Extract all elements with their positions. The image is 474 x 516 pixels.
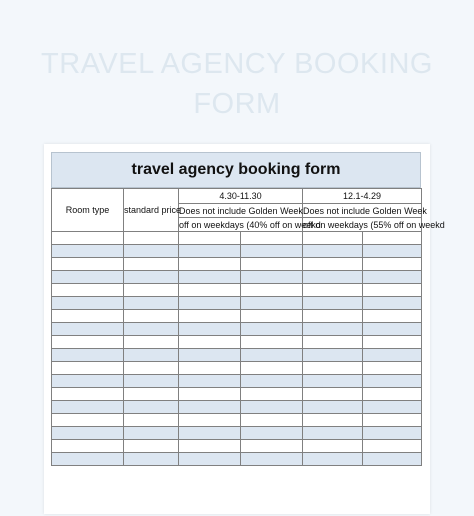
cell-period-a-weekend[interactable] <box>241 271 303 284</box>
cell-room-type[interactable] <box>52 414 124 427</box>
cell-period-b-weekday[interactable] <box>303 271 363 284</box>
header-room-type: Room type <box>52 189 124 232</box>
cell-standard-price[interactable] <box>124 323 179 336</box>
page-title-line-1: TRAVEL AGENCY BOOKING <box>41 48 433 80</box>
spreadsheet-preview <box>44 144 445 514</box>
table-row <box>52 232 422 245</box>
cell-period-a-weekend[interactable] <box>241 245 303 258</box>
cell-period-b-weekday[interactable] <box>303 310 363 323</box>
cell-period-a-weekday[interactable] <box>179 414 241 427</box>
cell-period-a-weekday[interactable] <box>179 349 241 362</box>
table-row <box>52 401 422 414</box>
cell-period-a-weekday[interactable] <box>179 427 241 440</box>
cell-standard-price[interactable] <box>124 427 179 440</box>
cell-room-type[interactable] <box>52 349 124 362</box>
table-row <box>52 427 422 440</box>
cell-period-a-weekend[interactable] <box>241 440 303 453</box>
cell-period-a-weekend[interactable] <box>241 349 303 362</box>
table-row <box>52 453 422 466</box>
cell-period-a-weekend[interactable] <box>241 284 303 297</box>
page-title <box>0 44 474 124</box>
cell-period-b-weekend[interactable] <box>363 375 422 388</box>
cell-room-type[interactable] <box>52 245 124 258</box>
cell-period-a-weekday[interactable] <box>179 232 241 245</box>
cell-standard-price[interactable] <box>124 336 179 349</box>
cell-standard-price[interactable] <box>124 453 179 466</box>
cell-period-a-weekday[interactable] <box>179 453 241 466</box>
cell-period-b-weekend[interactable] <box>363 297 422 310</box>
form-title: travel agency booking form <box>51 152 421 188</box>
table-row <box>52 336 422 349</box>
cell-period-b-weekend[interactable] <box>363 323 422 336</box>
header-period-b-discount: off on weekdays (55% off on weekd <box>303 219 445 230</box>
cell-period-a-weekend[interactable] <box>241 414 303 427</box>
cell-period-a-weekend[interactable] <box>241 310 303 323</box>
table-row <box>52 284 422 297</box>
cell-period-b-weekend[interactable] <box>363 453 422 466</box>
cell-period-a-weekday[interactable] <box>179 258 241 271</box>
cell-period-b-weekday[interactable] <box>303 427 363 440</box>
cell-period-a-weekend[interactable] <box>241 258 303 271</box>
cell-room-type[interactable] <box>52 388 124 401</box>
cell-room-type[interactable] <box>52 232 124 245</box>
cell-standard-price[interactable] <box>124 375 179 388</box>
cell-period-a-weekend[interactable] <box>241 375 303 388</box>
cell-period-a-weekday[interactable] <box>179 310 241 323</box>
cell-period-b-weekend[interactable] <box>363 349 422 362</box>
cell-standard-price[interactable] <box>124 349 179 362</box>
table-row <box>52 271 422 284</box>
cell-period-a-weekday[interactable] <box>179 362 241 375</box>
table-row <box>52 349 422 362</box>
table-row <box>52 375 422 388</box>
cell-period-b-weekday[interactable] <box>303 284 363 297</box>
cell-period-b-weekend[interactable] <box>363 245 422 258</box>
cell-period-a-weekday[interactable] <box>179 284 241 297</box>
header-standard-price: standard price <box>124 189 179 232</box>
cell-period-b-weekday[interactable] <box>303 362 363 375</box>
cell-standard-price[interactable] <box>124 245 179 258</box>
page-title-line-2: FORM <box>193 88 281 120</box>
table-row <box>52 440 422 453</box>
cell-period-b-weekend[interactable] <box>363 232 422 245</box>
cell-period-b-weekday[interactable] <box>303 453 363 466</box>
cell-room-type[interactable] <box>52 284 124 297</box>
cell-standard-price[interactable] <box>124 388 179 401</box>
cell-period-a-weekend[interactable] <box>241 362 303 375</box>
cell-period-b-weekend[interactable] <box>363 362 422 375</box>
cell-room-type[interactable] <box>52 375 124 388</box>
cell-period-a-weekday[interactable] <box>179 375 241 388</box>
cell-room-type[interactable] <box>52 427 124 440</box>
cell-period-b-weekend[interactable] <box>363 310 422 323</box>
header-period-a: 4.30-11.30 <box>179 189 303 204</box>
cell-room-type[interactable] <box>52 271 124 284</box>
cell-standard-price[interactable] <box>124 232 179 245</box>
booking-table <box>51 188 445 466</box>
table-row <box>52 297 422 310</box>
cell-standard-price[interactable] <box>124 310 179 323</box>
cell-room-type[interactable] <box>52 297 124 310</box>
cell-period-b-weekday[interactable] <box>303 323 363 336</box>
cell-period-a-weekend[interactable] <box>241 453 303 466</box>
cell-period-b-weekend[interactable] <box>363 336 422 349</box>
cell-period-a-weekday[interactable] <box>179 336 241 349</box>
header-period-b-note: Does not include Golden Week <box>303 205 427 216</box>
cell-period-a-weekend[interactable] <box>241 427 303 440</box>
cell-period-b-weekday[interactable] <box>303 440 363 453</box>
cell-period-a-weekend[interactable] <box>241 336 303 349</box>
cell-period-a-weekday[interactable] <box>179 440 241 453</box>
cell-standard-price[interactable] <box>124 258 179 271</box>
cell-period-a-weekend[interactable] <box>241 323 303 336</box>
cell-period-a-weekday[interactable] <box>179 271 241 284</box>
cell-period-a-weekend[interactable] <box>241 401 303 414</box>
cell-period-a-weekday[interactable] <box>179 245 241 258</box>
cell-period-b-weekend[interactable] <box>363 414 422 427</box>
header-period-b: 12.1-4.29 <box>303 189 422 204</box>
cell-period-b-weekday[interactable] <box>303 388 363 401</box>
cell-period-b-weekday[interactable] <box>303 245 363 258</box>
cell-period-b-weekday[interactable] <box>303 232 363 245</box>
cell-standard-price[interactable] <box>124 284 179 297</box>
cell-period-b-weekday[interactable] <box>303 349 363 362</box>
cell-period-a-weekend[interactable] <box>241 232 303 245</box>
cell-standard-price[interactable] <box>124 271 179 284</box>
cell-standard-price[interactable] <box>124 297 179 310</box>
cell-period-b-weekday[interactable] <box>303 336 363 349</box>
cell-period-b-weekday[interactable] <box>303 414 363 427</box>
cell-room-type[interactable] <box>52 258 124 271</box>
table-row <box>52 323 422 336</box>
cell-period-a-weekend[interactable] <box>241 297 303 310</box>
cell-room-type[interactable] <box>52 310 124 323</box>
table-row <box>52 388 422 401</box>
cell-standard-price[interactable] <box>124 414 179 427</box>
cell-room-type[interactable] <box>52 362 124 375</box>
cell-period-b-weekend[interactable] <box>363 440 422 453</box>
cell-period-b-weekday[interactable] <box>303 258 363 271</box>
cell-period-b-weekend[interactable] <box>363 258 422 271</box>
cell-period-a-weekday[interactable] <box>179 297 241 310</box>
cell-period-a-weekday[interactable] <box>179 401 241 414</box>
cell-period-b-weekend[interactable] <box>363 271 422 284</box>
cell-period-b-weekend[interactable] <box>363 401 422 414</box>
cell-period-b-weekend[interactable] <box>363 388 422 401</box>
cell-period-b-weekday[interactable] <box>303 297 363 310</box>
cell-period-b-weekday[interactable] <box>303 375 363 388</box>
cell-period-a-weekday[interactable] <box>179 388 241 401</box>
cell-period-b-weekend[interactable] <box>363 427 422 440</box>
header-period-a-note: Does not include Golden Week <box>179 205 303 216</box>
table-row <box>52 414 422 427</box>
cell-standard-price[interactable] <box>124 362 179 375</box>
cell-period-a-weekend[interactable] <box>241 388 303 401</box>
cell-room-type[interactable] <box>52 336 124 349</box>
cell-room-type[interactable] <box>52 323 124 336</box>
table-row <box>52 245 422 258</box>
cell-room-type[interactable] <box>52 401 124 414</box>
table-row <box>52 310 422 323</box>
cell-period-b-weekday[interactable] <box>303 401 363 414</box>
table-row <box>52 362 422 375</box>
cell-standard-price[interactable] <box>124 401 179 414</box>
cell-room-type[interactable] <box>52 440 124 453</box>
table-row <box>52 258 422 271</box>
cell-period-b-weekend[interactable] <box>363 284 422 297</box>
cell-room-type[interactable] <box>52 453 124 466</box>
header-period-a-discount: off on weekdays (40% off on weekd <box>179 219 321 230</box>
cell-standard-price[interactable] <box>124 440 179 453</box>
cell-period-a-weekday[interactable] <box>179 323 241 336</box>
